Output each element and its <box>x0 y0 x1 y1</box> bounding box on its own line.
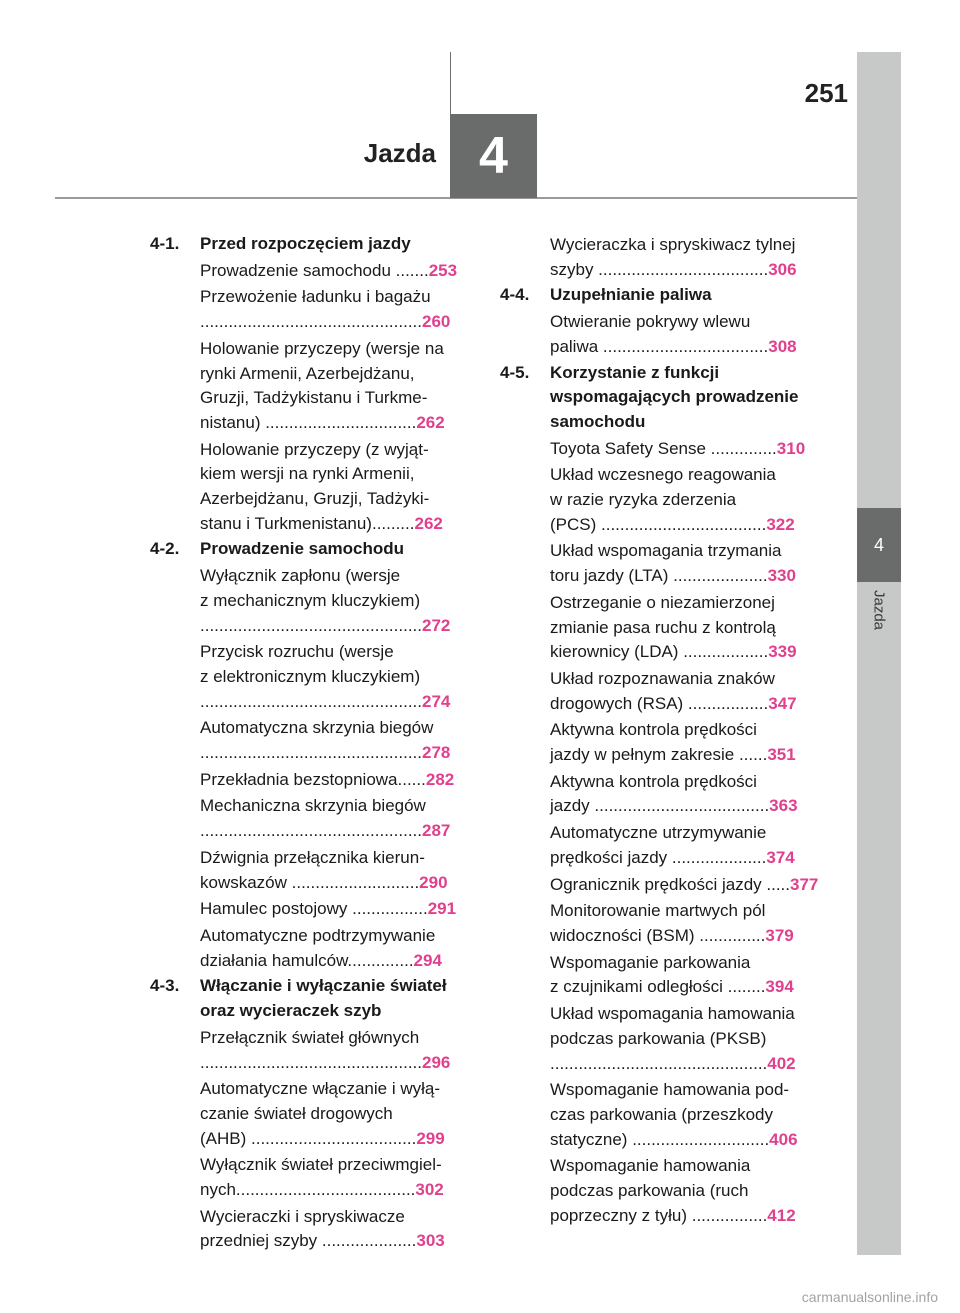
toc-section-heading <box>150 232 478 257</box>
toc-entry[interactable] <box>200 1026 478 1075</box>
toc-entry-line: czas parkowania (przeszkody <box>550 1104 773 1124</box>
toc-entry[interactable] <box>200 846 478 895</box>
toc-entry[interactable] <box>200 640 478 714</box>
toc-section-number: 4-3. <box>150 976 180 996</box>
toc-entry-line: Automatyczne podtrzymywanie <box>200 925 436 945</box>
toc-entry[interactable] <box>200 768 478 793</box>
toc-entry[interactable] <box>200 897 478 922</box>
toc-page-link[interactable]: 377 <box>789 874 819 894</box>
toc-entry[interactable] <box>200 924 478 973</box>
toc-column-right <box>500 231 830 1228</box>
toc-entry-line: poprzeczny z tyłu) ................412 <box>550 1205 796 1225</box>
toc-entry-line: podczas parkowania (ruch <box>550 1181 749 1201</box>
toc-page-link[interactable]: 291 <box>427 899 457 919</box>
toc-entry[interactable] <box>550 539 830 588</box>
toc-entry-line: (PCS) ...................................322 <box>550 514 795 534</box>
toc-entry-line: ...............................................260 <box>200 312 451 332</box>
toc-entry-line: Aktywna kontrola prędkości <box>550 720 757 740</box>
toc-page-link[interactable]: 282 <box>425 769 455 789</box>
toc-entry[interactable] <box>200 716 478 765</box>
toc-page-link[interactable]: 347 <box>768 693 797 713</box>
toc-entry-line: statyczne) .............................406 <box>550 1129 798 1149</box>
toc-entry-line: Hamulec postojowy ................291 <box>200 899 457 919</box>
toc-page-link[interactable]: 406 <box>769 1129 798 1149</box>
toc-entry-line: kiem wersji na rynki Armenii, <box>200 464 415 484</box>
toc-section-title-line: Prowadzenie samochodu <box>200 539 405 559</box>
toc-entry-line: Toyota Safety Sense ..............310 <box>550 438 806 458</box>
toc-entry-line: Automatyczne włączanie i wyłą- <box>200 1079 440 1099</box>
toc-entry[interactable] <box>550 1154 830 1228</box>
toc-page-link[interactable]: 363 <box>769 796 798 816</box>
toc-entry[interactable] <box>550 463 830 537</box>
toc-entry-line: Dźwignia przełącznika kierun- <box>200 847 425 867</box>
toc-entry-line: prędkości jazdy ....................374 <box>550 847 795 867</box>
toc-entry-line: Przełącznik świateł głównych <box>200 1027 420 1047</box>
toc-entry-line: paliwa ...................................308 <box>550 336 797 356</box>
toc-entry-line: ...............................................274 <box>200 691 451 711</box>
toc-entry[interactable] <box>550 310 830 359</box>
toc-entry-line: przedniej szyby ....................303 <box>200 1231 445 1251</box>
toc-entry-line: podczas parkowania (PKSB) <box>550 1028 767 1048</box>
toc-entry-line: z czujnikami odległości ........394 <box>550 977 794 997</box>
toc-page-link[interactable]: 374 <box>766 847 795 867</box>
toc-entry-line: widoczności (BSM) ..............379 <box>550 925 794 945</box>
toc-page-link[interactable]: 262 <box>414 513 443 533</box>
toc-entry-line: Przewożenie ładunku i bagażu <box>200 287 431 307</box>
toc-entry-line: ...............................................296 <box>200 1052 451 1072</box>
chapter-index-label: Jazda <box>870 590 888 631</box>
toc-entry-line: Ogranicznik prędkości jazdy .....377 <box>550 874 819 894</box>
toc-entry-line: ...............................................278 <box>200 743 451 763</box>
toc-entry-line: ...............................................272 <box>200 615 451 635</box>
toc-section-heading <box>150 537 478 562</box>
watermark: carmanualsonline.info <box>801 1289 938 1305</box>
toc-entry-line: czanie świateł drogowych <box>200 1103 393 1123</box>
chapter-index-tab[interactable]: 4 <box>857 508 901 582</box>
toc-entry[interactable] <box>200 1077 478 1151</box>
toc-page-link[interactable]: 278 <box>422 743 451 763</box>
toc-section-title-line: samochodu <box>550 411 646 431</box>
toc-section-title-line: wspomagających prowadzenie <box>550 387 799 407</box>
toc-entry[interactable] <box>550 821 830 870</box>
toc-page-link[interactable]: 299 <box>416 1128 445 1148</box>
toc-page-link[interactable]: 306 <box>768 259 797 279</box>
toc-page-link[interactable]: 351 <box>767 745 796 765</box>
toc-page-link[interactable]: 302 <box>415 1180 444 1200</box>
toc-page-link[interactable]: 402 <box>767 1053 796 1073</box>
toc-page-link[interactable]: 379 <box>765 925 794 945</box>
toc-entry-line: w razie ryzyka zderzenia <box>550 490 737 510</box>
toc-entry-line: Przycisk rozruchu (wersje <box>200 642 394 662</box>
toc-entry-line: toru jazdy (LTA) ....................330 <box>550 566 796 586</box>
toc-entry-line: Wyłącznik zapłonu (wersje <box>200 566 401 586</box>
toc-entry[interactable] <box>550 1078 830 1152</box>
toc-entry-line: rynki Armenii, Azerbejdżanu, <box>200 363 415 383</box>
toc-page-link[interactable]: 294 <box>413 950 442 970</box>
toc-entry-line: kowskazów ...........................290 <box>200 872 448 892</box>
toc-entry-line: nych......................................302 <box>200 1180 444 1200</box>
toc-entry[interactable] <box>550 437 830 462</box>
toc-entry-line: jazdy w pełnym zakresie ......351 <box>550 745 796 765</box>
toc-entry-line: Automatyczna skrzynia biegów <box>200 718 434 738</box>
toc-entry-line: zmianie pasa ruchu z kontrolą <box>550 617 776 637</box>
toc-entry[interactable] <box>200 438 478 537</box>
toc-entry-line: Ostrzeganie o niezamierzonej <box>550 592 775 612</box>
toc-entry-line: ..............................................402 <box>550 1053 796 1073</box>
toc-entry[interactable] <box>550 233 830 282</box>
toc-entry-line: Wspomaganie hamowania pod- <box>550 1080 790 1100</box>
toc-entry[interactable] <box>550 873 830 898</box>
toc-section-number: 4-1. <box>150 234 180 253</box>
toc-entry-line: Holowanie przyczepy (z wyjąt- <box>200 439 429 459</box>
toc-entry[interactable] <box>200 1205 478 1254</box>
toc-section-title-line: Uzupełnianie paliwa <box>550 285 712 305</box>
toc-page-link[interactable]: 339 <box>768 642 797 662</box>
toc-page-link[interactable]: 296 <box>422 1052 451 1072</box>
toc-entry[interactable] <box>550 667 830 716</box>
toc-entry[interactable] <box>200 259 478 284</box>
page-number: 251 <box>804 78 848 108</box>
toc-page-link[interactable]: 253 <box>428 260 458 280</box>
toc-entry-line: drogowych (RSA) .................347 <box>550 693 797 713</box>
toc-entry-line: jazdy .....................................363 <box>550 796 798 816</box>
toc-entry[interactable] <box>200 564 478 638</box>
toc-section-title-line: Korzystanie z funkcji <box>550 362 720 382</box>
toc-section-number: 4-5. <box>500 362 530 382</box>
toc-page-link[interactable]: 287 <box>422 821 451 841</box>
toc-entry-line: Mechaniczna skrzynia biegów <box>200 796 426 816</box>
toc-entry-line: Układ wczesnego reagowania <box>550 465 776 485</box>
toc-entry-line: nistanu) ................................262 <box>200 412 445 432</box>
toc-entry-line: szyby ....................................306 <box>550 259 797 279</box>
toc-section-heading <box>500 361 830 435</box>
toc-entry-line: Azerbejdżanu, Gruzji, Tadżyki- <box>200 489 430 509</box>
side-index-bar <box>857 52 901 1255</box>
toc-entry[interactable] <box>550 591 830 665</box>
toc-page-link[interactable]: 394 <box>765 977 794 997</box>
chapter-number-box: 4 <box>450 114 537 198</box>
toc-page-link[interactable]: 308 <box>768 336 797 356</box>
toc-entry-line: Prowadzenie samochodu .......253 <box>200 260 458 280</box>
toc-page-link[interactable]: 303 <box>416 1231 445 1251</box>
toc-entry[interactable] <box>200 794 478 843</box>
toc-entry-line: Układ wspomagania hamowania <box>550 1004 795 1024</box>
toc-section-heading <box>500 283 830 308</box>
toc-entry-line: Otwieranie pokrywy wlewu <box>550 312 751 332</box>
toc-entry-line: Układ rozpoznawania znaków <box>550 668 775 688</box>
toc-page-link[interactable]: 272 <box>422 615 451 635</box>
toc-entry[interactable] <box>200 1153 478 1202</box>
toc-section-title-line: Włączanie i wyłączanie świateł <box>200 976 447 996</box>
toc-section-number: 4-2. <box>150 539 180 559</box>
toc-entry[interactable] <box>550 718 830 767</box>
toc-entry[interactable] <box>550 899 830 948</box>
toc-column-left <box>150 231 478 1254</box>
toc-page-link[interactable]: 412 <box>767 1205 796 1225</box>
toc-entry-line: kierownicy (LDA) ..................339 <box>550 642 797 662</box>
toc-entry-line: Wspomaganie hamowania <box>550 1156 751 1176</box>
toc-entry-line: stanu i Turkmenistanu).........262 <box>200 513 443 533</box>
toc-section-title-line: Przed rozpoczęciem jazdy <box>200 234 411 253</box>
toc-section-title-line: oraz wycieraczek szyb <box>200 1001 382 1021</box>
toc-entry[interactable] <box>200 337 478 436</box>
toc-page-link[interactable]: 274 <box>422 691 451 711</box>
toc-entry-line: Przekładnia bezstopniowa......282 <box>200 769 455 789</box>
toc-entry-line: Wycieraczka i spryskiwacz tylnej <box>550 235 796 254</box>
toc-entry-line: (AHB) ...................................299 <box>200 1128 445 1148</box>
toc-entry-line: Wyłącznik świateł przeciwmgiel- <box>200 1155 442 1175</box>
toc-page-link[interactable]: 310 <box>776 438 806 458</box>
toc-section-number: 4-4. <box>500 285 530 305</box>
toc-entry-line: Monitorowanie martwych pól <box>550 901 766 921</box>
toc-entry-line: z elektronicznym kluczykiem) <box>200 666 421 686</box>
toc-entry[interactable] <box>200 285 478 334</box>
toc-entry-line: Wycieraczki i spryskiwacze <box>200 1206 405 1226</box>
toc-entry-line: Aktywna kontrola prędkości <box>550 771 757 791</box>
toc-entry-line: Holowanie przyczepy (wersje na <box>200 338 444 358</box>
toc-entry-line: Gruzji, Tadżykistanu i Turkme- <box>200 388 428 408</box>
toc-page-link[interactable]: 260 <box>422 312 451 332</box>
toc-section-heading <box>150 974 478 1023</box>
toc-entry-line: z mechanicznym kluczykiem) <box>200 590 421 610</box>
toc-entry[interactable] <box>550 770 830 819</box>
toc-page-link[interactable]: 262 <box>416 412 445 432</box>
toc-entry-line: Wspomaganie parkowania <box>550 952 751 972</box>
toc-page-link[interactable]: 290 <box>419 872 448 892</box>
toc-page-link[interactable]: 330 <box>767 566 796 586</box>
toc-entry[interactable] <box>550 951 830 1000</box>
toc-entry[interactable] <box>550 1002 830 1076</box>
chapter-title: Jazda <box>363 138 436 168</box>
toc-entry-line: działania hamulców..............294 <box>200 950 442 970</box>
toc-entry-line: Układ wspomagania trzymania <box>550 541 782 561</box>
toc-page-link[interactable]: 322 <box>766 514 795 534</box>
toc-entry-line: ...............................................287 <box>200 821 451 841</box>
toc-entry-line: Automatyczne utrzymywanie <box>550 823 767 843</box>
